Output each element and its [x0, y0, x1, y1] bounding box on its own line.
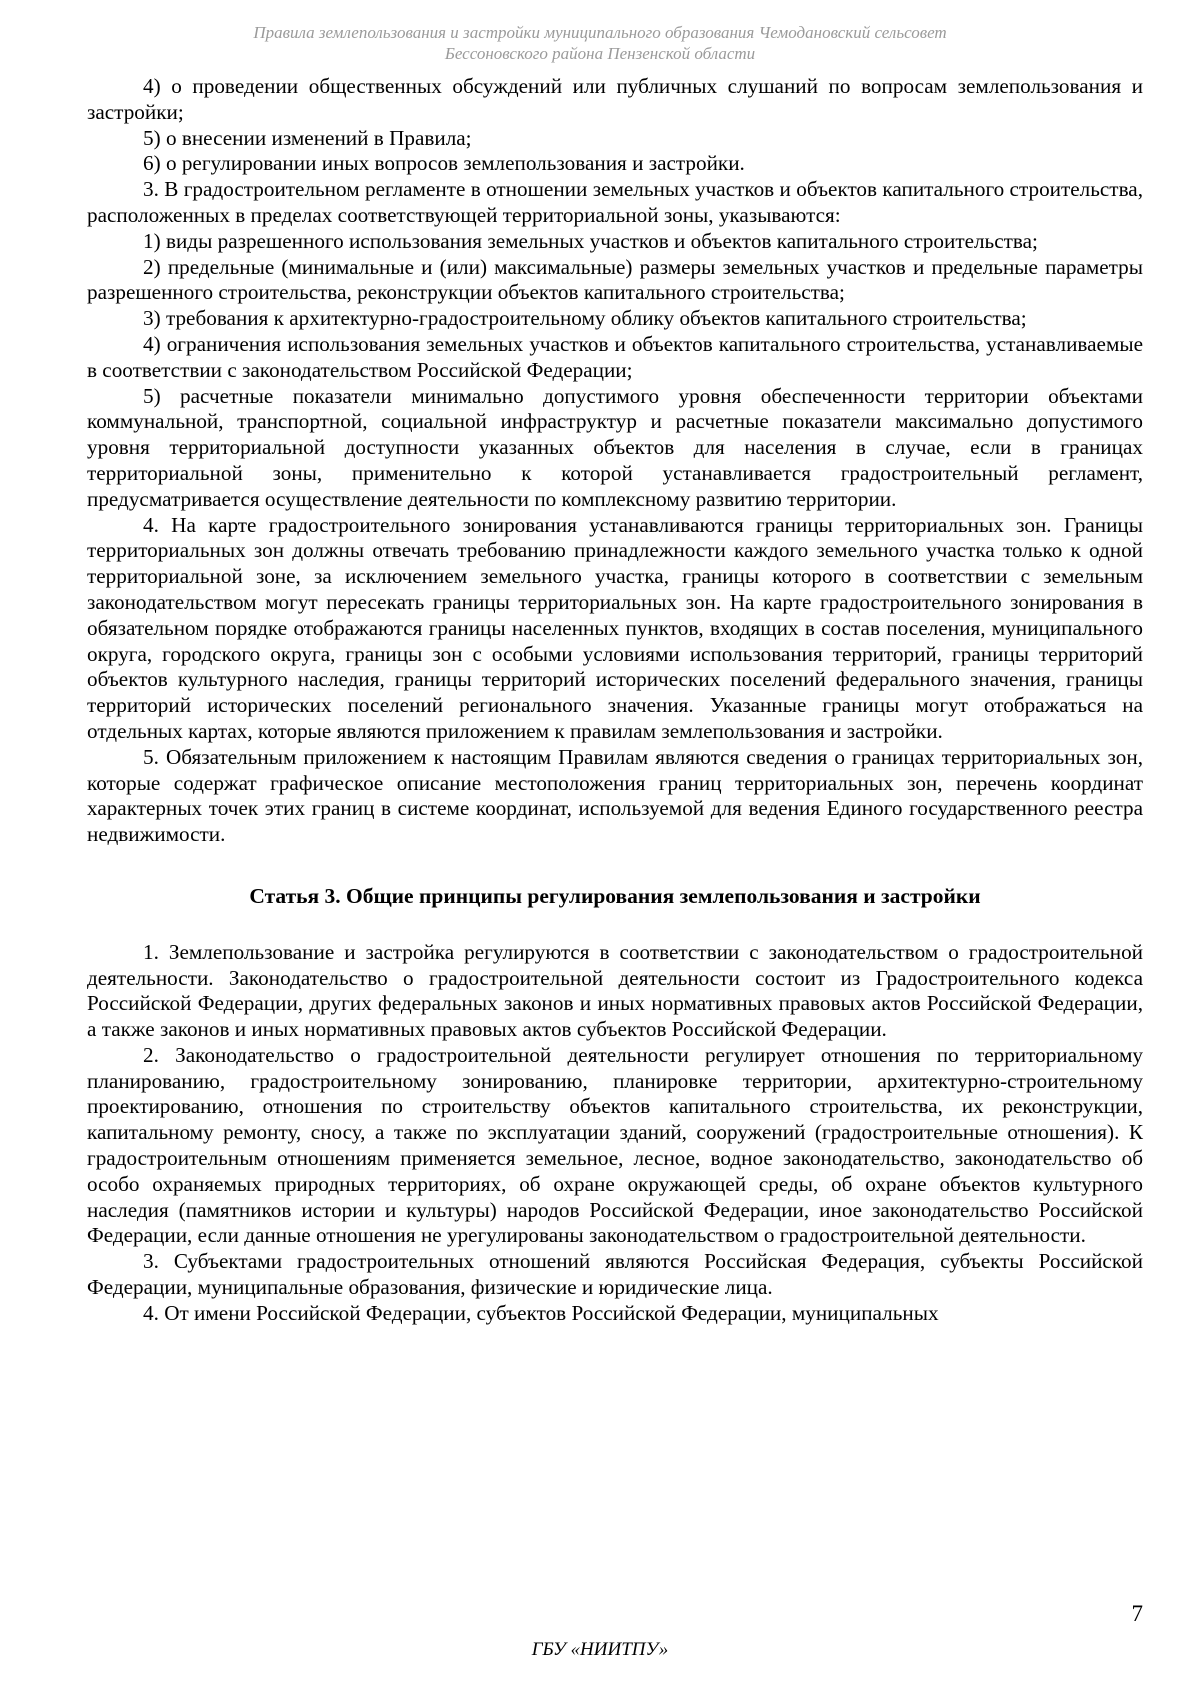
header-line-1: Правила землепользования и застройки муниципального образования Чемодановский сельсовет — [253, 23, 947, 42]
paragraph: 1. Землепользование и застройка регулируются в соответствии с законодательством о градостроительной деятельности. Законодательство о градостроительной деятельности состоит из Градостроительного кодекса Российской Федерации, других федеральных законов и иных нормативных правовых актов Российской Федерации, а также законов и иных нормативных правовых актов субъектов Российской Федерации. — [87, 939, 1143, 1042]
paragraph: 1) виды разрешенного использования земельных участков и объектов капитального строительства; — [143, 228, 1038, 253]
article-heading: Статья 3. Общие принципы регулирования землепользования и застройки — [249, 883, 981, 908]
paragraph: 5) расчетные показатели минимально допустимого уровня обеспеченности территории объектами коммунальной, транспортной, социальной инфраструктур и расчетные показатели максимально допустимого уровня территориальной доступности указанных объектов для населения в случае, если в границах территориальной зоны, применительно к которой устанавливается градостроительный регламент, предусматривается осуществление деятельности по комплексному развитию территории. — [87, 383, 1143, 511]
paragraph: 2) предельные (минимальные и (или) максимальные) размеры земельных участков и предельные параметры разрешенного строительства, реконструкции объектов капитального строительства; — [87, 254, 1143, 305]
paragraph: 4. На карте градостроительного зонирования устанавливаются границы территориальных зон. Границы территориальных зон должны отвечать требованию принадлежности каждого земельного участка только к одной территориальной зоне, за исключением земельного участка, границы которого в соответствии с земельным законодательством могут пересекать границы территориальных зон. На карте градостроительного зонирования в обязательном порядке отображаются границы населенных пунктов, входящих в состав поселения, муниципального округа, городского округа, границы зон с особыми условиями использования территорий, границы территорий объектов культурного наследия, границы территорий исторических поселений федерального значения, границы территорий исторических поселений регионального значения. Указанные границы могут отображаться на отдельных картах, которые являются приложением к правилам землепользования и застройки. — [87, 512, 1143, 743]
paragraph: 3. Субъектами градостроительных отношений являются Российская Федерация, субъекты Российской Федерации, муниципальные образования, физические и юридические лица. — [87, 1249, 1143, 1300]
paragraph: 4) о проведении общественных обсуждений или публичных слушаний по вопросам землепользования и застройки; — [87, 74, 1143, 124]
paragraph: 2. Законодательство о градостроительной деятельности регулирует отношения по территориальному планированию, градостроительному зонированию, планировке территории, архитектурно-строительному проектированию, отношения по строительству объектов капитального строительства, их реконструкции, капитальному ремонту, сносу, а также по эксплуатации зданий, сооружений (градостроительные отношения). К градостроительным отношениям применяется земельное, лесное, водное законодательство, законодательство об особо охраняемых природных территориях, об охране окружающей среды, об охране объектов культурного наследия (памятников истории и культуры) народов Российской Федерации, иное законодательство Российской Федерации, если данные отношения не урегулированы законодательством о градостроительной деятельности. — [87, 1042, 1143, 1248]
paragraph: 4) ограничения использования земельных участков и объектов капитального строительства, устанавливаемые в соответствии с законодательством Российской Федерации; — [87, 331, 1143, 382]
paragraph: 6) о регулировании иных вопросов землепользования и застройки. — [143, 151, 745, 176]
paragraph: 5) о внесении изменений в Правила; — [143, 125, 472, 150]
page-number: 7 — [1131, 1601, 1143, 1626]
running-footer: ГБУ «НИИТПУ» — [531, 1639, 669, 1660]
paragraph: 3. В градостроительном регламенте в отношении земельных участков и объектов капитального строительства, расположенных в пределах соответствующей территориальной зоны, указываются: — [87, 177, 1143, 227]
article-body — [87, 940, 1143, 1327]
paragraph: 5. Обязательным приложением к настоящим Правилам являются сведения о границах территориальных зон, которые содержат графическое описание местоположения границ территориальных зон, перечень координат характерных точек этих границ в системе координат, используемой для ведения Единого государственного реестра недвижимости. — [87, 744, 1143, 847]
document-body — [87, 74, 1143, 1327]
running-header — [0, 22, 1200, 64]
header-line-2: Бессоновского района Пензенской области — [444, 44, 756, 63]
paragraph: 3) требования к архитектурно-градостроительному облику объектов капитального строительства; — [143, 306, 1027, 331]
paragraph: 4. От имени Российской Федерации, субъектов Российской Федерации, муниципальных — [143, 1300, 939, 1325]
